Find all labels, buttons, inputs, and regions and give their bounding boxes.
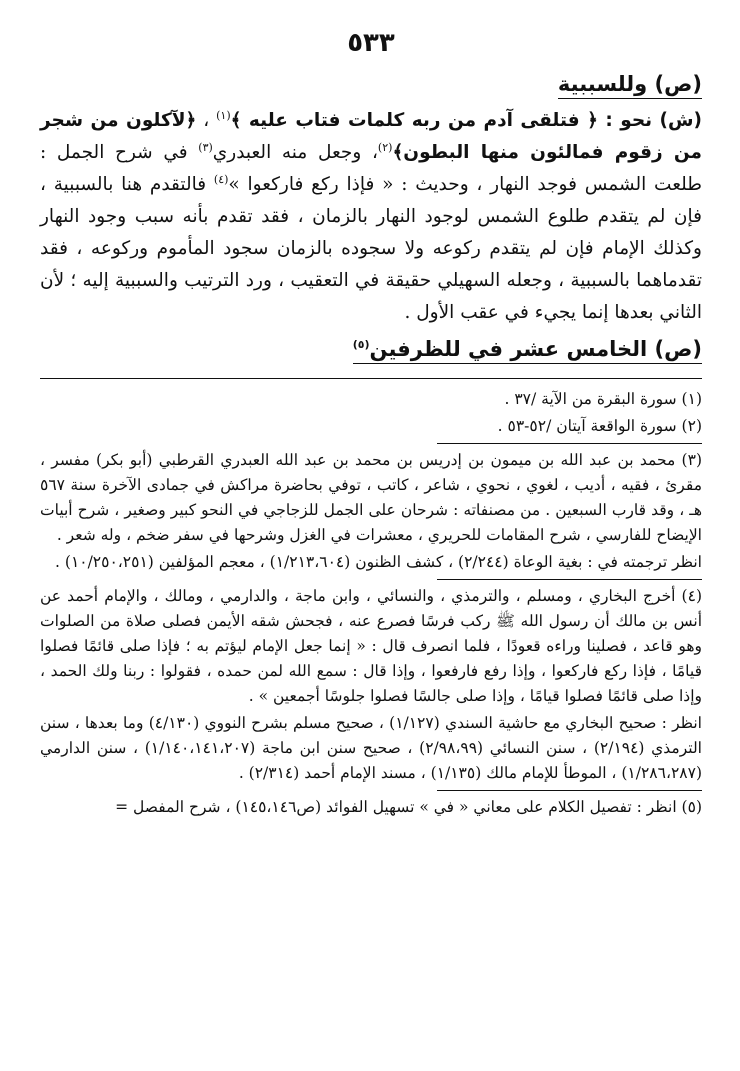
heading-sababiyya xyxy=(40,72,702,99)
footnote-separator xyxy=(437,443,702,444)
footnote-separator xyxy=(437,579,702,580)
heading-fifteenth xyxy=(40,337,702,364)
quran-quote-1: ﴿ فتلقى آدم من ربه كلمات فتاب عليه ﴾ xyxy=(230,110,598,131)
footnote-1: (١) سورة البقرة من الآية /٣٧ . xyxy=(504,390,702,408)
footnote-4-sources: انظر : صحيح البخاري مع حاشية السندي (١/١٢٧) ، صحيح مسلم بشرح النووي (٤/١٣٠) وما بعدها ، سنن الترمذي (٢/١٩٤) ، سنن النسائي (٢/٩٨،٩٩) ، صحيح سنن ابن ماجة (١/١٤٠،١٤١،٢٠٧) ، سنن الدارمي (١/٢٨٦،٢٨٧) ، الموطأ للإمام مالك (١/١٣٥) ، مسند الإمام أحمد (٢/٣١٤) . xyxy=(40,714,702,782)
main-paragraph: (ش) نحو : ﴿ فتلقى آدم من ربه كلمات فتاب عليه ﴾$^{(١)}$ ، ﴿لآكلون من شجر من زقوم فمالئون منها البطون﴾$^{(٢)}$، وجعل منه العبدري$^{(٣)}$ في شرح الجمل : طلعت الشمس فوجد النهار ، وحديث : « فإذا ركع فاركعوا »$^{(٤)}$ فالتقدم هنا بالسببية ، فإن لم يتقدم طلوع الشمس لوجود النهار بالزمان ، فقد تقدم بأنه سبب وجود النهار وكذلك الإمام فإن لم يتقدم ركوعه ولا سجوده بالزمان سجود المأموم وركوعه ، فقد تقدماهما بالسببية ، وجعله السهيلي حقيقة في التعقيب ، ورد الترتيب والسببية إليه ؛ لأن الثاني بعدها إنما يجيء في عقب الأول . xyxy=(40,108,703,323)
footnote-5: (٥) انظر : تفصيل الكلام على معاني « في » تسهيل الفوائد (ص١٤٥،١٤٦) ، شرح المفصل = xyxy=(115,798,702,816)
footnote-2: (٢) سورة الواقعة آيتان /٥٢-٥٣ . xyxy=(497,417,702,435)
footnote-ref-5: (٥) xyxy=(352,338,370,351)
footnote-ref-4: (٤) xyxy=(213,172,229,186)
main-text-2: في شرح الجمل : طلعت الشمس فوجد النهار ، وحديث : « فإذا ركع فاركعوا » xyxy=(40,142,703,195)
footnote-4: (٤) أخرج البخاري ، ومسلم ، والترمذي ، والنسائي ، وابن ماجة ، والدارمي ، ومالك ، والإمام أحمد عن أنس بن مالك أن رسول الله ﷺ ركب فرسًا فصرع عنه ، فجحش شقه الأيمن فصلى صلاة من الصلوات وهو قاعد ، فصلينا وراءه قعودًا ، فلما انصرف قال : « إنما جعل الإمام ليؤتم به ؛ فإذا صلى قائمًا فصلوا قيامًا ، فإذا ركع فاركعوا ، وإذا رفع فارفعوا ، وإذا قال : سمع الله لمن حمده ، فقولوا : ربنا ولك الحمد ، وإذا صلى قائمًا فصلوا قيامًا ، وإذا صلى جالسًا فصلوا جلوسًا أجمعين » . xyxy=(40,587,702,705)
sharh-marker: (ش) نحو : xyxy=(597,110,702,131)
heading-fifteenth-wrap xyxy=(353,337,702,364)
footnote-ref-1: (١) xyxy=(216,108,231,122)
main-text-3: فالتقدم هنا بالسببية ، فإن لم يتقدم طلوع الشمس لوجود النهار بالزمان ، فقد تقدم بأنه سبب وجود النهار وكذلك الإمام فإن لم يتقدم ركوعه ولا سجوده بالزمان سجود المأموم وركوعه ، فقد تقدماهما بالسببية ، وجعله السهيلي حقيقة في التعقيب ، ورد الترتيب والسببية إليه ؛ لأن الثاني بعدها إنما يجيء في عقب الأول . xyxy=(40,174,702,323)
document-page xyxy=(40,28,702,1051)
page-number: ٥٣٣ xyxy=(347,28,395,58)
footnote-3: (٣) محمد بن عبد الله بن ميمون بن إدريس بن محمد بن عبد الله العبدري القرطبي (أبو بكر) مفسر ، مقرئ ، فقيه ، أديب ، لغوي ، نحوي ، شاعر ، كاتب ، توفي بحاضرة مراكش في جمادى الآخرة سنة ٥٦٧ هـ ، وقد قارب السبعين . من مصنفاته : شرحان على الجمل للزجاجي في النحو كبير وصغير ، شرح أبيات الإيضاح للفارسي ، شرح المقامات للحريري ، معشرات في الغزل وشرحها في سفر ضخم ، وله شعر . xyxy=(40,451,703,544)
footnote-3-sources: انظر ترجمته في : بغية الوعاة (٢/٢٤٤) ، كشف الظنون (١/٢١٣،٦٠٤) ، معجم المؤلفين (١٠/٢٥٠،٢٥١) . xyxy=(55,553,702,571)
footnote-ref-3: (٣) xyxy=(198,140,213,154)
quran-quote-2: ﴿لآكلون من شجر من زقوم فمالئون منها البطون﴾ xyxy=(40,110,703,163)
heading-sababiyya-text: (ص) وللسببية xyxy=(558,72,702,99)
footnote-separator xyxy=(437,790,702,791)
footnote-divider xyxy=(40,378,702,379)
footnotes xyxy=(40,387,702,820)
heading-fifteenth-text: (ص) الخامس عشر في للظرفين xyxy=(369,337,702,361)
footnote-ref-2: (٢) xyxy=(377,140,393,154)
main-text-1: ، وجعل منه العبدري xyxy=(212,142,378,163)
